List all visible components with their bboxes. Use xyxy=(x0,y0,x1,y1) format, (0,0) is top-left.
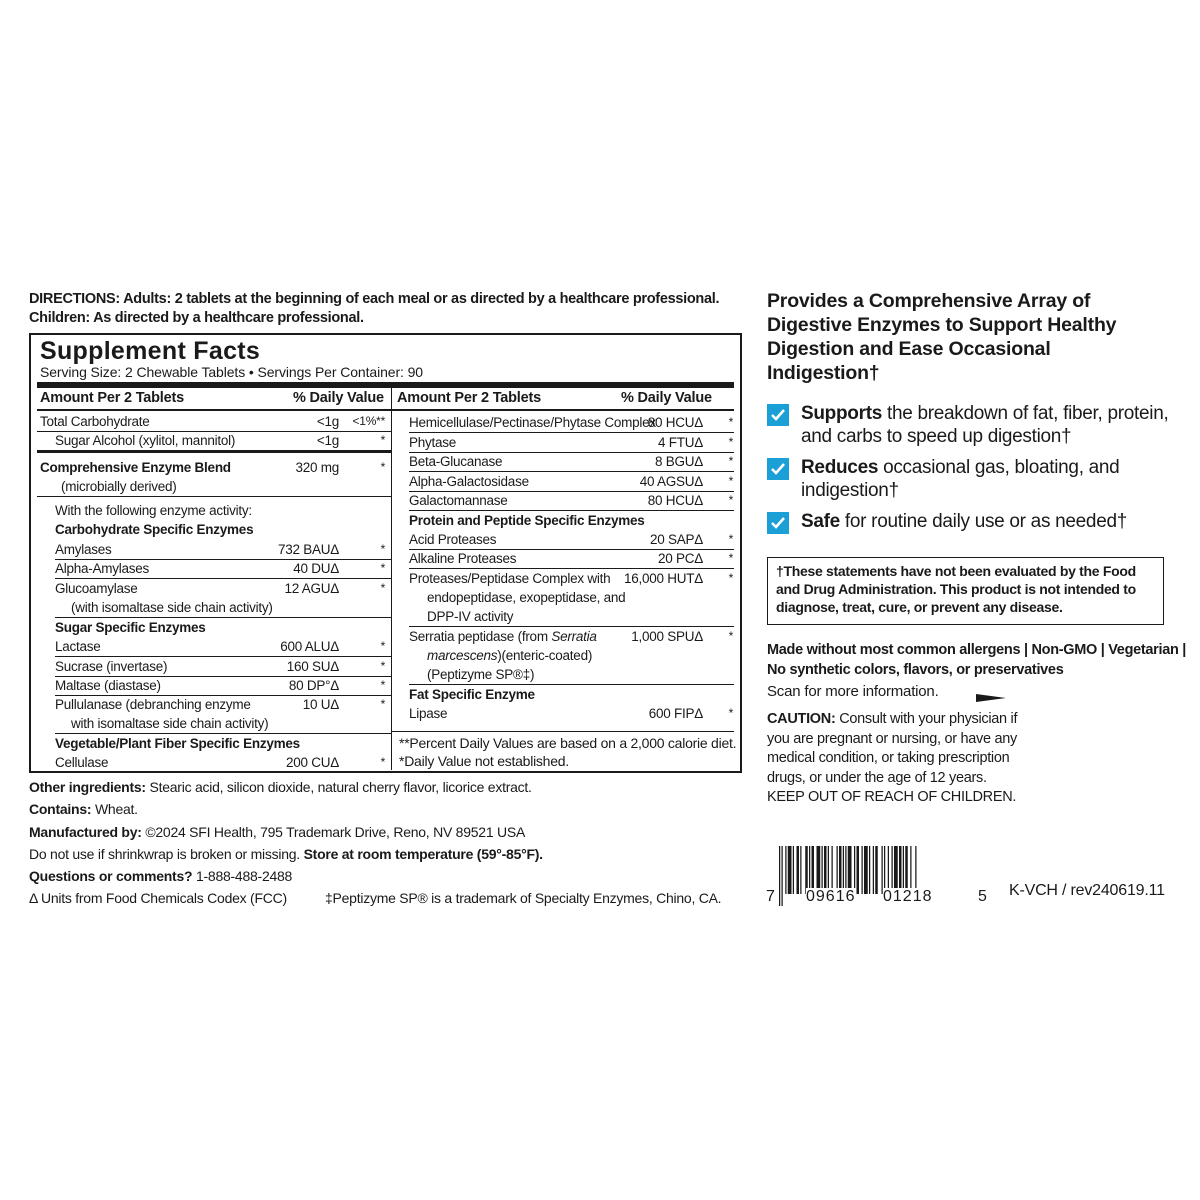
right-row-amount: 600 FIPΔ xyxy=(648,706,703,721)
barcode-bar xyxy=(843,846,844,894)
right-row-dv: * xyxy=(728,706,733,720)
barcode-bar xyxy=(899,846,902,894)
units-note: Δ Units from Food Chemicals Codex (FCC) xyxy=(29,890,287,906)
supplement-facts-title: Supplement Facts xyxy=(40,337,261,365)
caution-text: Consult with your physician if you are pregnant or nursing, or have any medical condition, or taking prescription drugs, or under the age of 12 years. xyxy=(767,711,1018,786)
left-row-label: Vegetable/Plant Fiber Specific Enzymes xyxy=(55,736,300,751)
contains-text: Wheat. xyxy=(94,801,138,817)
manufacturer-label: Manufactured by: xyxy=(29,824,142,840)
barcode-bar xyxy=(892,846,893,894)
left-row-label: (microbially derived) xyxy=(61,479,177,494)
directions-children: Children: As directed by a healthcare professional. xyxy=(29,310,364,326)
barcode-bar xyxy=(905,846,908,894)
left-row-label: Sucrase (invertase) xyxy=(55,659,168,674)
barcode-bar xyxy=(788,846,792,894)
left-row-dv: * xyxy=(380,460,385,474)
row-rule xyxy=(37,496,391,497)
left-row-dv: * xyxy=(380,678,385,692)
right-row-amount: 4 FTUΔ xyxy=(657,435,703,450)
barcode-digit-right: 5 xyxy=(978,888,988,905)
revision-code: K-VCH / rev240619.11 xyxy=(1009,882,1165,899)
right-row-amount: 20 PCΔ xyxy=(657,551,703,566)
benefit-safe xyxy=(767,510,1167,535)
right-row-label: Protein and Peptide Specific Enzymes xyxy=(409,513,645,528)
manufacturer xyxy=(29,822,525,842)
left-row-label: Glucoamylase xyxy=(55,581,138,596)
right-amount-header: Amount Per 2 Tablets xyxy=(397,390,541,406)
column-divider xyxy=(391,388,392,770)
left-row-label: Sugar Specific Enzymes xyxy=(55,620,206,635)
right-row-label: Galactomannase xyxy=(409,493,508,508)
right-row-amount: 1,000 SPUΔ xyxy=(631,629,703,644)
barcode-digits-group2: 01218 xyxy=(883,888,933,905)
barcode-bar xyxy=(812,846,815,894)
barcode-bar xyxy=(873,846,874,894)
barcode-bar xyxy=(828,846,829,894)
other-ingredients xyxy=(29,777,532,797)
benefit-text: the breakdown of fat, fiber, protein, and carbs to speed up digestion† xyxy=(801,403,1169,447)
other-ingredients-label: Other ingredients: xyxy=(29,779,146,795)
left-row-amount: 10 UΔ xyxy=(302,697,339,712)
right-row-dv: * xyxy=(728,454,733,468)
arrow-right-icon xyxy=(976,690,1006,708)
checkmark-icon xyxy=(767,458,789,480)
barcode-bar xyxy=(824,846,827,894)
left-dv-header: % Daily Value xyxy=(293,390,384,406)
right-row-label: Alpha-Galactosidase xyxy=(409,474,529,489)
benefit-keyword: Reduces xyxy=(801,457,879,478)
left-row-amount: <1g xyxy=(316,414,339,429)
right-row-label: endopeptidase, exopeptidase, and xyxy=(427,590,626,605)
thick-rule xyxy=(37,382,734,388)
left-row-dv: * xyxy=(380,561,385,575)
left-row-dv: * xyxy=(380,697,385,711)
right-row-dv: * xyxy=(728,551,733,565)
right-row-label: Phytase xyxy=(409,435,457,450)
footnote-rule xyxy=(392,731,734,732)
barcode-digit-left: 7 xyxy=(766,888,776,905)
caution-label: CAUTION: xyxy=(767,711,836,727)
footnote-dv: **Percent Daily Values are based on a 2,000 calorie diet. xyxy=(399,735,737,751)
left-row-amount: 200 CUΔ xyxy=(285,755,339,770)
left-row-amount: 160 SUΔ xyxy=(286,659,339,674)
left-row-dv: * xyxy=(380,581,385,595)
barcode-bar xyxy=(888,846,889,894)
right-row-dv: * xyxy=(728,435,733,449)
contains xyxy=(29,799,138,819)
barcode-bar xyxy=(862,846,863,894)
product-claim: Provides a Comprehensive Array of Digestive Enzymes to Support Healthy Digestion and Ease Occasional Indigestion† xyxy=(767,290,1117,384)
left-amount-header: Amount Per 2 Tablets xyxy=(40,390,184,406)
barcode-bar xyxy=(793,846,794,894)
left-row-dv: * xyxy=(380,639,385,653)
left-row-label: Total Carbohydrate xyxy=(40,414,150,429)
right-row-label: Lipase xyxy=(409,706,448,721)
barcode-bar xyxy=(854,846,855,894)
barcode-bar xyxy=(875,846,878,894)
barcode-bar xyxy=(800,846,801,894)
right-row-dv: * xyxy=(728,571,733,585)
left-row-amount: 12 AGUΔ xyxy=(284,581,339,596)
left-row-amount: 320 mg xyxy=(295,460,339,475)
left-row-label: With the following enzyme activity: xyxy=(55,503,252,518)
left-row-label: Maltase (diastase) xyxy=(55,678,161,693)
questions-label: Questions or comments? xyxy=(29,868,193,884)
left-row-label: Pullulanase (debranching enzyme xyxy=(55,697,251,712)
left-row-label: (with isomaltase side chain activity) xyxy=(71,600,273,615)
right-row-dv: * xyxy=(728,415,733,429)
right-row-label: (Peptizyme SP®‡) xyxy=(427,667,535,682)
right-row-label: marcescens)(enteric-coated) xyxy=(427,648,593,663)
barcode-digits-group1: 09616 xyxy=(806,888,856,905)
left-row-label: Carbohydrate Specific Enzymes xyxy=(55,522,254,537)
right-row-label: Acid Proteases xyxy=(409,532,497,547)
benefit-keyword: Safe xyxy=(801,511,840,532)
left-row-label: Alpha-Amylases xyxy=(55,561,150,576)
right-dv-header: % Daily Value xyxy=(621,390,712,406)
left-row-dv: * xyxy=(380,755,385,769)
left-row-label: Comprehensive Enzyme Blend xyxy=(40,460,231,475)
benefit-supports xyxy=(767,402,1167,450)
other-ingredients-text: Stearic acid, silicon dioxide, natural cherry flavor, licorice extract. xyxy=(149,779,532,795)
scan-text: Scan for more information. xyxy=(767,683,939,700)
checkmark-icon xyxy=(767,404,789,426)
left-row-dv: * xyxy=(380,433,385,447)
allergen-statement: Made without most common allergens | Non-GMO | Vegetarian | No synthetic colors, flavors, or preservatives xyxy=(767,642,1187,678)
contains-label: Contains: xyxy=(29,801,92,817)
right-row-label: Fat Specific Enzyme xyxy=(409,687,535,702)
manufacturer-text: ©2024 SFI Health, 795 Trademark Drive, Reno, NV 89521 USA xyxy=(145,824,526,840)
directions-adults: DIRECTIONS: Adults: 2 tablets at the beginning of each meal or as directed by a healthcare professional. xyxy=(29,291,720,307)
left-row-label: Amylases xyxy=(55,542,112,557)
barcode-bar xyxy=(864,846,868,894)
header-rule xyxy=(37,409,734,411)
barcode-bar xyxy=(894,846,898,894)
right-row-dv: * xyxy=(728,474,733,488)
left-row-amount: 80 DP°Δ xyxy=(288,678,339,693)
barcode-bar xyxy=(832,846,833,894)
right-row-amount: 20 SAPΔ xyxy=(649,532,703,547)
right-row-label: Proteases/Peptidase Complex with xyxy=(409,571,611,586)
caution xyxy=(767,710,1027,808)
benefit-text: for routine daily use or as needed† xyxy=(839,511,1127,532)
barcode-bar xyxy=(782,846,783,906)
phone-number: 1-888-488-2488 xyxy=(195,868,293,884)
barcode-bar xyxy=(839,846,842,894)
left-row-label: Lactase xyxy=(55,639,101,654)
barcode-bar xyxy=(797,846,800,894)
right-row-dv: * xyxy=(728,532,733,546)
fda-disclaimer: †These statements have not been evaluated by the Food and Drug Administration. This product is not intended to diagnose, treat, cure, or prevent any disease. xyxy=(767,557,1164,625)
checkmark-icon xyxy=(767,512,789,534)
right-row-amount: 16,000 HUTΔ xyxy=(623,571,703,586)
barcode-bar xyxy=(903,846,904,894)
benefit-text: occasional gas, bloating, and indigestion† xyxy=(801,457,1120,501)
right-row-amount: 80 HCUΔ xyxy=(647,415,703,430)
supplement-facts-panel xyxy=(29,333,742,773)
left-row-amount: <1g xyxy=(316,433,339,448)
left-row-label: Cellulase xyxy=(55,755,109,770)
left-row-amount: 40 DUΔ xyxy=(293,561,339,576)
keep-out-warning: KEEP OUT OF REACH OF CHILDREN. xyxy=(767,789,1017,805)
right-row-amount: 40 AGSUΔ xyxy=(639,474,703,489)
barcode-bar xyxy=(837,846,838,894)
barcode-bar xyxy=(822,846,823,894)
right-row-amount: 80 HCUΔ xyxy=(647,493,703,508)
barcode-bar xyxy=(809,846,810,894)
left-row-amount: 600 ALUΔ xyxy=(280,639,339,654)
left-row-amount: 732 BAUΔ xyxy=(277,542,339,557)
trademark-note: ‡Peptizyme SP® is a trademark of Specialty Enzymes, Chino, CA. xyxy=(325,890,722,906)
left-row-dv: * xyxy=(380,542,385,556)
serving-info: Serving Size: 2 Chewable Tablets • Servings Per Container: 90 xyxy=(40,364,423,380)
barcode-bar xyxy=(785,846,786,894)
right-row-label: DPP-IV activity xyxy=(427,609,514,624)
left-row-dv: * xyxy=(380,659,385,673)
barcode-bar xyxy=(884,846,885,894)
barcode-bar xyxy=(882,846,883,894)
right-row-label: Serratia peptidase (from Serratia xyxy=(409,629,597,644)
benefit-keyword: Supports xyxy=(801,403,882,424)
left-row-dv: <1%** xyxy=(352,414,385,428)
questions xyxy=(29,866,292,886)
right-row-label: Hemicellulase/Pectinase/Phytase Complex xyxy=(409,415,656,430)
shrinkwrap-warning: Do not use if shrinkwrap is broken or missing. xyxy=(29,846,300,862)
store-temperature: Store at room temperature (59°-85°F). xyxy=(303,846,543,862)
barcode-bar xyxy=(779,846,780,906)
row-rule xyxy=(37,450,391,453)
benefit-reduces xyxy=(767,456,1167,504)
footnote-not-established: *Daily Value not established. xyxy=(399,753,569,769)
left-row-label: with isomaltase side chain activity) xyxy=(71,716,269,731)
right-row-label: Alkaline Proteases xyxy=(409,551,517,566)
right-row-amount: 8 BGUΔ xyxy=(654,454,703,469)
left-row-label: Sugar Alcohol (xylitol, mannitol) xyxy=(55,433,236,448)
barcode-bar xyxy=(857,846,860,894)
directions xyxy=(29,290,754,328)
barcode-bar xyxy=(817,846,821,894)
barcode-bar xyxy=(805,846,808,894)
right-row-dv: * xyxy=(728,629,733,643)
right-row-label: Beta-Glucanase xyxy=(409,454,503,469)
barcode-bar xyxy=(869,846,870,894)
right-row-dv: * xyxy=(728,493,733,507)
storage xyxy=(29,844,543,864)
